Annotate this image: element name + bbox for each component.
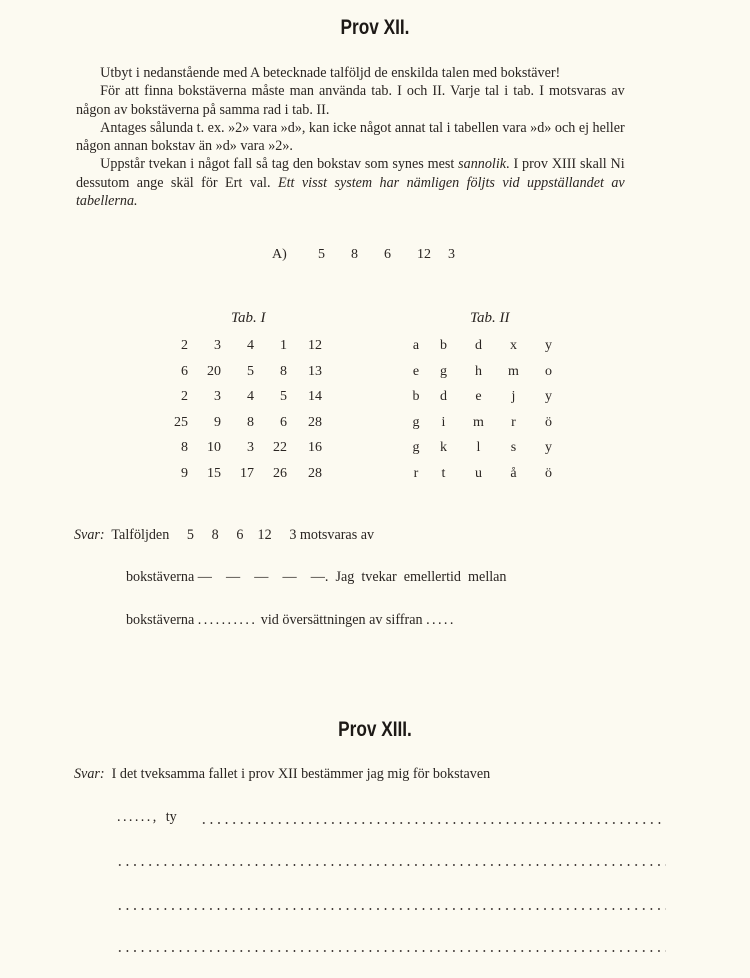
prov-xiii-answer-line-2: [117, 808, 177, 826]
table-cell: 4: [247, 389, 254, 404]
table-cell: 5: [280, 389, 287, 404]
table-cell: y: [545, 338, 552, 353]
tab-i-heading: Tab. I: [231, 310, 266, 326]
answer-text: ty: [165, 808, 177, 825]
table-cell: 28: [308, 414, 322, 430]
instruction-paragraph-2: För att finna bokstäverna måste man använda tab. I och II. Varje tal i tab. I motsvaras av någon av bokstäverna på samma rad i tab. II.: [76, 82, 625, 118]
table-cell: r: [413, 465, 419, 481]
instruction-paragraph-3: Antages sålunda t. ex. »2» vara »d», kan icke något annat tal i tabellen vara »d» och ej heller någon annan bokstav än »d» vara »2».: [76, 118, 625, 155]
table-cell: 17: [240, 465, 254, 481]
table-row: [406, 338, 566, 364]
table-cell: 3: [247, 440, 254, 455]
table-cell: 3: [214, 389, 221, 404]
table-cell: d: [440, 389, 447, 404]
table-cell: h: [475, 363, 482, 379]
answer-label: Svar:: [74, 765, 105, 782]
table-row: [158, 389, 322, 415]
instruction-text: Uppstår tvekan i något fall så tag den bokstav som synes mest: [100, 155, 459, 173]
table-cell: 6: [181, 363, 188, 379]
sequence-number: 5: [318, 247, 325, 262]
prov-xiii-title: Prov XIII.: [338, 718, 412, 741]
table-cell: 12: [308, 338, 322, 353]
table-cell: 20: [207, 363, 221, 379]
table-cell: 14: [308, 389, 322, 404]
answer-text: bokstäverna: [126, 611, 195, 628]
table-cell: 8: [247, 414, 254, 430]
table-cell: d: [475, 338, 482, 353]
table-cell: e: [475, 389, 482, 404]
letter-blank[interactable]: —: [282, 568, 297, 585]
table-cell: y: [545, 389, 552, 404]
table-cell: b: [412, 389, 420, 404]
answer-text: bokstäverna: [126, 568, 195, 585]
letter-blank[interactable]: —: [197, 568, 212, 585]
table-cell: r: [511, 414, 516, 430]
table-cell: y: [545, 440, 552, 455]
table-cell: 8: [280, 363, 287, 379]
table-cell: x: [510, 338, 517, 353]
sequence-number: 8: [351, 247, 358, 262]
table-cell: 9: [181, 465, 188, 481]
reason-blank-line[interactable]: [116, 908, 666, 910]
instruction-text: . I prov XIII skall Ni dessutom ange skäl för Ert val.: [76, 155, 625, 191]
answer-line-3: [126, 611, 456, 629]
table-cell: 5: [247, 363, 254, 379]
number-sequence-a: [272, 247, 455, 263]
table-cell: m: [473, 414, 484, 430]
answer-label: Svar:: [74, 526, 105, 543]
tab-i-table: [158, 338, 322, 491]
table-cell: s: [510, 440, 517, 455]
table-cell: 26: [273, 465, 287, 481]
table-cell: a: [412, 338, 420, 353]
instruction-paragraph-1: Utbyt i nedanstående med A betecknade talföljd de enskilda talen med bokstäver!: [100, 64, 561, 81]
table-cell: 16: [308, 440, 322, 455]
table-cell: b: [440, 338, 447, 353]
table-cell: 13: [308, 363, 322, 379]
table-cell: e: [412, 363, 420, 379]
table-cell: m: [508, 363, 519, 379]
table-cell: 2: [181, 389, 188, 404]
answer-text: motsvaras av: [299, 526, 375, 543]
table-cell: o: [545, 363, 552, 379]
answer-number: 6: [236, 526, 244, 543]
table-cell: ö: [545, 414, 552, 430]
table-cell: l: [476, 440, 481, 455]
instruction-paragraph-4: [76, 155, 625, 210]
table-cell: 4: [247, 338, 254, 353]
table-row: [158, 364, 322, 390]
table-cell: g: [440, 363, 447, 379]
table-row: [158, 415, 322, 441]
letter-blank[interactable]: —: [254, 568, 269, 585]
instructions: [76, 64, 625, 210]
table-cell: 6: [280, 414, 287, 430]
table-cell: t: [441, 465, 446, 481]
letter-blank[interactable]: —: [226, 568, 241, 585]
answer-number: 3: [289, 526, 297, 543]
table-row: [406, 389, 566, 415]
table-row: [406, 364, 566, 390]
sequence-number: 3: [448, 247, 455, 262]
sequence-number: 6: [384, 247, 391, 262]
table-cell: 3: [214, 338, 221, 353]
table-row: [158, 338, 322, 364]
sequence-number: 12: [417, 247, 431, 262]
prov-xiii-answer-line-1: [74, 765, 490, 783]
answer-number: 5: [186, 526, 194, 543]
table-row: [406, 466, 566, 492]
table-row: [406, 440, 566, 466]
digit-blank[interactable]: .....: [426, 611, 456, 628]
answer-text: Talföljden: [111, 526, 170, 543]
table-cell: k: [440, 440, 447, 455]
reason-blank-line[interactable]: [116, 950, 666, 952]
letters-blank[interactable]: ..........: [197, 611, 258, 628]
emphasis-system-note: Ett visst system har nämligen följts vid uppställandet av tabellerna.: [76, 173, 625, 210]
table-cell: g: [412, 440, 420, 455]
reason-blank-line[interactable]: [200, 822, 666, 824]
table-cell: j: [511, 389, 516, 404]
answer-text: vid översättningen av siffran: [260, 611, 423, 628]
table-row: [158, 466, 322, 492]
table-cell: 25: [174, 414, 188, 430]
table-row: [158, 440, 322, 466]
tab-ii-heading: Tab. II: [470, 310, 510, 326]
table-cell: ö: [545, 465, 552, 481]
table-cell: u: [475, 465, 482, 481]
answer-line-1: [74, 526, 374, 544]
answer-text: Jag tvekar emellertid mellan: [335, 568, 507, 585]
table-cell: 9: [214, 414, 221, 430]
table-cell: 10: [207, 440, 221, 455]
table-cell: 8: [181, 440, 188, 455]
table-cell: 28: [308, 465, 322, 481]
table-cell: 22: [273, 440, 287, 455]
tab-ii-table: [406, 338, 566, 491]
table-cell: 15: [207, 465, 221, 481]
prov-xii-title: Prov XII.: [340, 16, 410, 39]
table-cell: 2: [181, 338, 188, 353]
answer-line-2: [126, 568, 507, 586]
answer-number: 12: [257, 526, 272, 543]
table-cell: 1: [280, 338, 287, 353]
answer-text: I det tveksamma fallet i prov XII bestämmer jag mig för bokstaven: [111, 765, 491, 782]
table-cell: g: [412, 414, 420, 430]
letter-blank[interactable]: —.: [310, 568, 329, 585]
sequence-label: A): [272, 247, 287, 262]
letter-blank[interactable]: ......,: [117, 808, 159, 825]
table-row: [406, 415, 566, 441]
emphasis-sannolik: sannolik: [458, 155, 507, 173]
table-cell: å: [510, 465, 517, 481]
answer-number: 8: [211, 526, 219, 543]
table-cell: i: [441, 414, 446, 430]
reason-blank-line[interactable]: [116, 864, 666, 866]
